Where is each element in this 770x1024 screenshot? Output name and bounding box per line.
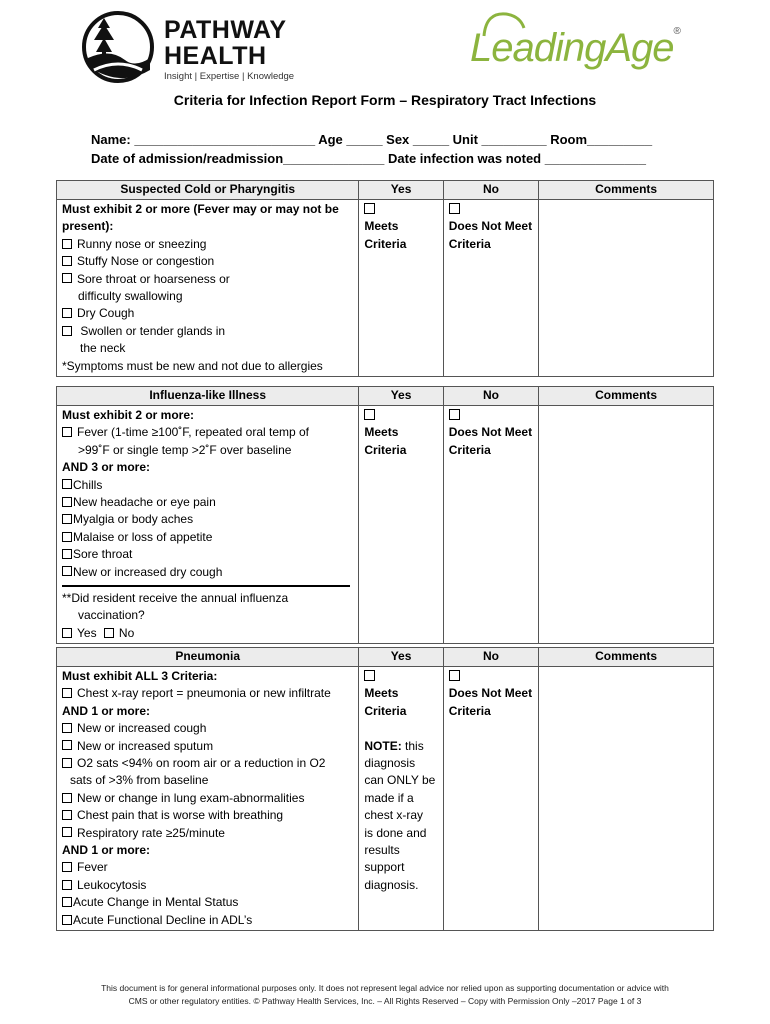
cold-note: *Symptoms must be new and not due to allergies — [62, 358, 323, 373]
yes-checkbox[interactable] — [364, 409, 375, 420]
pneumonia-item: New or change in lung exam-abnormalities — [77, 790, 305, 805]
yes-header: Yes — [359, 387, 443, 406]
yes-label: Criteria — [364, 703, 407, 718]
cold-header: Suspected Cold or Pharyngitis — [57, 181, 359, 200]
checkbox[interactable] — [62, 810, 72, 820]
pneumonia-item: New or increased cough — [77, 721, 207, 736]
leadingage-registered: ® — [673, 26, 680, 37]
checkbox[interactable] — [62, 862, 72, 872]
pneumonia-item: Leukocytosis — [77, 877, 147, 892]
checkbox[interactable] — [62, 897, 72, 907]
checkbox[interactable] — [62, 514, 72, 524]
pathway-tagline: Insight | Expertise | Knowledge — [164, 71, 295, 82]
pneumonia-intro: Must exhibit ALL 3 Criteria: — [62, 669, 218, 683]
vaccine-yes-checkbox[interactable] — [62, 628, 72, 638]
pneumonia-item-cont: sats of >3% from baseline — [70, 773, 209, 788]
yes-label: Criteria — [364, 236, 407, 251]
leadingage-logo — [470, 8, 690, 78]
note-text: support — [364, 860, 405, 875]
pneumonia-item: Respiratory rate ≥25/minute — [77, 825, 225, 840]
cold-no-cell — [443, 200, 538, 377]
note-text: can ONLY be — [364, 773, 436, 788]
vaccine-yes-label: Yes — [77, 625, 97, 640]
cold-intro-cont: present): — [62, 219, 114, 234]
no-label: Does Not Meet — [448, 219, 533, 234]
note-text: chest x-ray — [364, 808, 424, 823]
pneumonia-item: Chest pain that is worse with breathing — [77, 808, 284, 823]
yes-label: Meets — [364, 425, 399, 440]
note-label: NOTE: — [364, 738, 402, 753]
checkbox[interactable] — [62, 256, 72, 266]
patient-info-line1: Name: _________________________ Age _____ Sex _____ Unit _________ Room_________ — [91, 132, 653, 147]
checkbox[interactable] — [62, 915, 72, 925]
checkbox[interactable] — [62, 827, 72, 837]
pneumonia-comments-cell[interactable] — [539, 667, 714, 931]
checkbox[interactable] — [62, 479, 72, 489]
note-text: diagnosis — [364, 756, 416, 771]
no-label: Criteria — [448, 236, 491, 251]
checkbox[interactable] — [62, 497, 72, 507]
checkbox[interactable] — [62, 532, 72, 542]
pneumonia-item: Acute Change in Mental Status — [73, 895, 239, 910]
checkbox[interactable] — [62, 880, 72, 890]
checkbox[interactable] — [62, 758, 72, 768]
flu-item: Malaise or loss of appetite — [73, 529, 213, 544]
flu-item: Chills — [73, 477, 103, 492]
pneumonia-yes-cell — [359, 667, 443, 931]
pathway-tree-emblem-icon — [80, 8, 160, 88]
leadingage-wordmark — [470, 26, 680, 71]
no-label: Criteria — [448, 703, 491, 718]
cold-item: Dry Cough — [77, 306, 135, 321]
checkbox[interactable] — [62, 793, 72, 803]
flu-vaccine-question: **Did resident receive the annual influenza — [62, 591, 289, 606]
flu-intro: Must exhibit 2 or more: — [62, 408, 195, 422]
footer-disclaimer — [40, 982, 730, 1008]
yes-checkbox[interactable] — [364, 670, 375, 681]
flu-yes-cell — [359, 406, 443, 644]
pneumonia-and1b: AND 1 or more: — [62, 843, 151, 858]
comments-header: Comments — [539, 181, 714, 200]
checkbox[interactable] — [62, 723, 72, 733]
note-text: diagnosis. — [364, 877, 419, 892]
vaccine-no-checkbox[interactable] — [104, 628, 114, 638]
checkbox[interactable] — [62, 549, 72, 559]
pathway-name-line2: HEALTH — [164, 42, 267, 70]
pneumonia-criteria-cell — [57, 667, 359, 931]
no-header: No — [443, 387, 538, 406]
pneumonia-item: Fever — [77, 860, 108, 875]
yes-checkbox[interactable] — [364, 203, 375, 214]
pneumonia-xray: Chest x-ray report = pneumonia or new infiltrate — [77, 686, 331, 701]
checkbox[interactable] — [62, 427, 72, 437]
note-text: is done and — [364, 825, 427, 840]
comments-header: Comments — [539, 648, 714, 667]
yes-label: Meets — [364, 219, 399, 234]
cold-yes-cell — [359, 200, 443, 377]
influenza-table — [56, 386, 714, 644]
flu-separator — [62, 585, 350, 587]
no-checkbox[interactable] — [449, 670, 460, 681]
footer-line1: This document is for general informational purposes only. It does not represent legal advice nor relied upon as supporting documentation or advice with — [101, 983, 669, 993]
yes-header: Yes — [359, 181, 443, 200]
note-text: results — [364, 843, 400, 858]
patient-info-line2: Date of admission/readmission______________ Date infection was noted ______________ — [91, 151, 646, 166]
checkbox[interactable] — [62, 688, 72, 698]
comments-header: Comments — [539, 387, 714, 406]
pneumonia-item: New or increased sputum — [77, 738, 214, 753]
flu-header: Influenza-like Illness — [57, 387, 359, 406]
flu-item: New or increased dry cough — [73, 564, 223, 579]
vaccine-no-label: No — [118, 625, 135, 640]
pneumonia-header: Pneumonia — [57, 648, 359, 667]
no-checkbox[interactable] — [449, 203, 460, 214]
flu-item: Myalgia or body aches — [73, 512, 194, 527]
flu-no-cell — [443, 406, 538, 644]
checkbox[interactable] — [62, 239, 72, 249]
no-label: Criteria — [448, 442, 491, 457]
cold-item-cont: difficulty swallowing — [78, 289, 183, 304]
flu-fever-cont: >99˚F or single temp >2˚F over baseline — [78, 442, 292, 457]
checkbox[interactable] — [62, 273, 72, 283]
flu-item: Sore throat — [73, 547, 133, 562]
no-header: No — [443, 648, 538, 667]
pathway-name-line1: PATHWAY — [164, 16, 287, 44]
form-title: Criteria for Infection Report Form – Respiratory Tract Infections — [173, 92, 597, 108]
checkbox[interactable] — [62, 566, 72, 576]
flu-fever: Fever (1-time ≥100˚F, repeated oral temp of — [77, 425, 310, 440]
yes-label: Criteria — [364, 442, 407, 457]
cold-item: Sore throat or hoarseness or — [77, 271, 230, 286]
checkbox[interactable] — [62, 740, 72, 750]
cold-intro: Must exhibit 2 or more (Fever may or may not be — [62, 202, 339, 216]
yes-label: Meets — [364, 686, 399, 701]
cold-criteria-cell — [57, 200, 359, 377]
cold-item: Swollen or tender glands in — [77, 323, 226, 338]
pathway-health-logo — [80, 8, 300, 86]
cold-pharyngitis-table — [56, 180, 714, 377]
flu-and3: AND 3 or more: — [62, 460, 151, 475]
pneumonia-table — [56, 647, 714, 931]
no-header: No — [443, 181, 538, 200]
flu-comments-cell[interactable] — [539, 406, 714, 644]
no-label: Does Not Meet — [448, 686, 533, 701]
flu-criteria-cell — [57, 406, 359, 644]
flu-vaccine-question-cont: vaccination? — [78, 608, 145, 623]
pneumonia-no-cell — [443, 667, 538, 931]
yes-header: Yes — [359, 648, 443, 667]
footer-line2: CMS or other regulatory entities. © Pathway Health Services, Inc. – All Rights Reserved – Copy with Permission Only –2017 Page 1 of 3 — [128, 996, 642, 1006]
leadingage-text: LeadingAge — [470, 26, 674, 70]
checkbox[interactable] — [62, 326, 72, 336]
note-text: this — [401, 738, 424, 753]
note-text: made if a — [364, 790, 414, 805]
checkbox[interactable] — [62, 308, 72, 318]
flu-item: New headache or eye pain — [73, 495, 216, 510]
pneumonia-item: O2 sats <94% on room air or a reduction in O2 — [77, 756, 326, 771]
cold-item: Runny nose or sneezing — [77, 236, 207, 251]
no-label: Does Not Meet — [448, 425, 533, 440]
pneumonia-and1: AND 1 or more: — [62, 703, 151, 718]
cold-comments-cell[interactable] — [539, 200, 714, 377]
pneumonia-item: Acute Functional Decline in ADL’s — [73, 912, 253, 927]
no-checkbox[interactable] — [449, 409, 460, 420]
cold-item: Stuffy Nose or congestion — [77, 254, 215, 269]
cold-item-cont: the neck — [80, 341, 126, 356]
